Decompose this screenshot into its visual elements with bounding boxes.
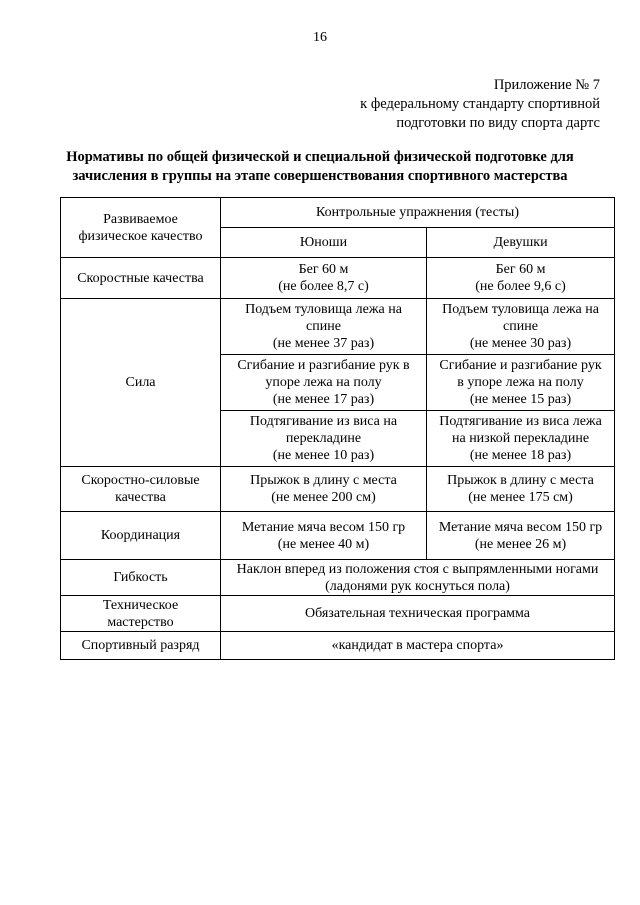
header-tests-cell: Контрольные упражнения (тесты) xyxy=(221,198,615,228)
girls-norm-cell xyxy=(427,411,615,467)
cell-line: мастерство xyxy=(107,614,174,630)
cell-line: перекладине xyxy=(285,431,362,446)
table-row xyxy=(61,258,615,299)
cell-line: физическое качество xyxy=(78,228,203,244)
shared-norm-cell: «кандидат в мастера спорта» xyxy=(221,632,615,660)
appendix-header xyxy=(280,76,600,133)
cell-line: Прыжок в длину с места xyxy=(447,473,594,488)
girls-norm-cell xyxy=(427,355,615,411)
girls-norm-cell xyxy=(427,512,615,560)
table-row xyxy=(61,198,615,228)
boys-norm-cell xyxy=(221,467,427,512)
quality-label xyxy=(61,467,221,512)
cell-line: (не менее 18 раз) xyxy=(469,448,572,463)
shared-norm-cell xyxy=(221,560,615,596)
title-line: Нормативы по общей физической и специальной физической подготовке для xyxy=(66,149,574,165)
cell-line: Подъем туловища лежа на xyxy=(442,302,599,317)
cell-line: в упоре лежа на полу xyxy=(457,375,584,390)
cell-line: (не менее 200 см) xyxy=(271,490,376,505)
cell-line: спине xyxy=(503,319,538,334)
cell-line: Подтягивание из виса на xyxy=(249,414,398,429)
quality-label xyxy=(61,596,221,632)
appendix-line: к федеральному стандарту спортивной xyxy=(360,96,600,112)
cell-line: качества xyxy=(115,490,166,505)
cell-line: (не менее 15 раз) xyxy=(469,392,572,407)
header-quality-cell xyxy=(61,198,221,258)
cell-line: (не менее 175 см) xyxy=(468,490,573,505)
header-boys-cell: Юноши xyxy=(221,228,427,258)
title-line: зачисления в группы на этапе совершенствования спортивного мастерства xyxy=(72,168,568,184)
cell-line: Подтягивание из виса лежа xyxy=(439,414,602,429)
appendix-line: подготовки по виду спорта дартс xyxy=(396,115,600,131)
table-row xyxy=(61,560,615,596)
cell-line: (ладонями рук коснуться пола) xyxy=(325,578,510,594)
cell-line: (не менее 17 раз) xyxy=(272,392,375,407)
boys-norm-cell xyxy=(221,512,427,560)
appendix-line: Приложение № 7 xyxy=(493,77,600,93)
table-row xyxy=(61,596,615,632)
table-row xyxy=(61,632,615,660)
cell-line: Скоростно-силовые xyxy=(81,473,200,488)
cell-line: (не менее 30 раз) xyxy=(469,336,572,351)
boys-norm-cell xyxy=(221,299,427,355)
cell-line: Метание мяча весом 150 гр xyxy=(241,519,406,535)
cell-line: Сгибание и разгибание рук xyxy=(439,358,602,373)
table-row xyxy=(61,299,615,355)
cell-line: (не менее 10 раз) xyxy=(272,448,375,463)
girls-norm-cell xyxy=(427,299,615,355)
cell-line: Развиваемое xyxy=(103,211,178,227)
cell-line: Бег 60 м xyxy=(495,262,546,277)
quality-label: Координация xyxy=(61,512,221,560)
cell-line: Прыжок в длину с места xyxy=(250,473,397,488)
cell-line: Техническое xyxy=(102,597,179,613)
cell-line: (не более 8,7 с) xyxy=(278,279,369,294)
document-title xyxy=(40,148,600,186)
table-row xyxy=(61,467,615,512)
cell-line: (не менее 37 раз) xyxy=(272,336,375,351)
quality-label: Скоростные качества xyxy=(61,258,221,299)
quality-label: Спортивный разряд xyxy=(61,632,221,660)
boys-norm-cell xyxy=(221,258,427,299)
cell-line: Метание мяча весом 150 гр xyxy=(438,519,603,535)
table-row xyxy=(61,512,615,560)
boys-norm-cell xyxy=(221,411,427,467)
cell-line: упоре лежа на полу xyxy=(265,375,382,390)
page-number: 16 xyxy=(313,30,327,45)
cell-line: спине xyxy=(306,319,341,334)
girls-norm-cell xyxy=(427,258,615,299)
girls-norm-cell xyxy=(427,467,615,512)
header-girls-cell: Девушки xyxy=(427,228,615,258)
cell-line: (не менее 40 м) xyxy=(277,536,370,552)
boys-norm-cell xyxy=(221,355,427,411)
cell-line: Сгибание и разгибание рук в xyxy=(237,358,410,373)
cell-line: Подъем туловища лежа на xyxy=(245,302,402,317)
cell-line: на низкой перекладине xyxy=(451,431,590,446)
shared-norm-cell: Обязательная техническая программа xyxy=(221,596,615,632)
cell-line: Наклон вперед из положения стоя с выпрямленными ногами xyxy=(236,561,599,577)
quality-label: Гибкость xyxy=(61,560,221,596)
norms-table xyxy=(60,197,615,660)
cell-line: (не более 9,6 с) xyxy=(475,279,566,294)
cell-line: (не менее 26 м) xyxy=(474,536,567,552)
quality-label: Сила xyxy=(61,299,221,467)
cell-line: Бег 60 м xyxy=(298,262,349,277)
